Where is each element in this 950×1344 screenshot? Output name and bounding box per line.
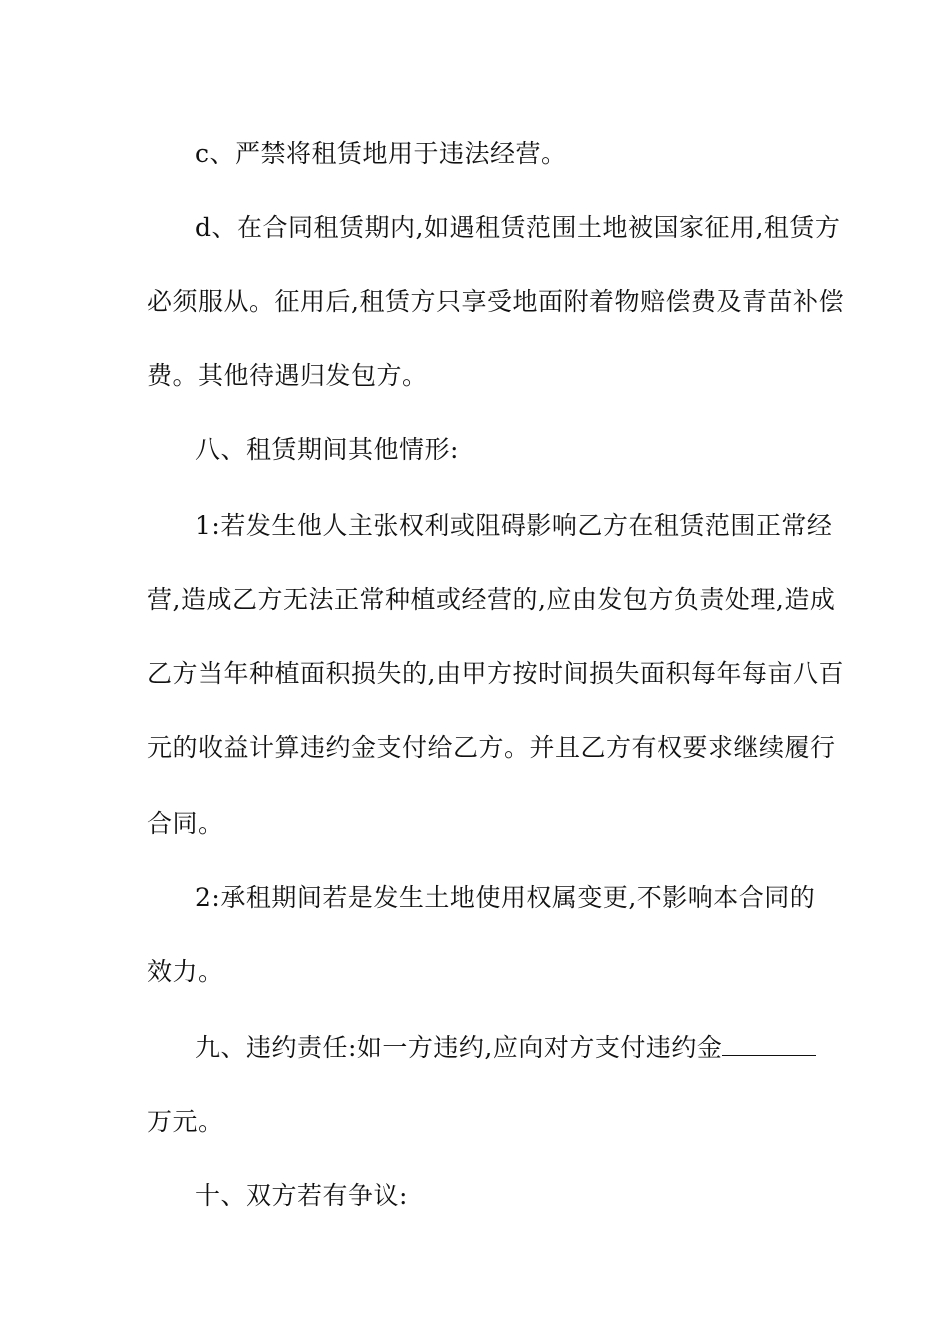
clause-d-line-1: d、在合同租赁期内,如遇租赁范围土地被国家征用,租赁方 [195, 213, 841, 242]
section-9-line-2: 万元。 [147, 1107, 224, 1136]
section-9-line-1 [195, 1030, 807, 1066]
item-1-line-2: 营,造成乙方无法正常种植或经营的,应由发包方负责处理,造成 [147, 585, 836, 614]
clause-c: c、严禁将租赁地用于违法经营。 [195, 139, 567, 168]
section-9-text: 九、违约责任:如一方违约,应向对方支付违约金 [195, 1033, 723, 1062]
item-2-line-1: 2:承租期间若是发生土地使用权属变更,不影响本合同的 [195, 883, 816, 912]
item-1-line-3: 乙方当年种植面积损失的,由甲方按时间损失面积每年每亩八百 [147, 659, 844, 688]
section-10-heading: 十、双方若有争议: [195, 1181, 408, 1210]
clause-d-line-2: 必须服从。征用后,租赁方只享受地面附着物赔偿费及青苗补偿 [147, 287, 844, 316]
item-1-line-5: 合同。 [147, 809, 224, 838]
section-8-heading: 八、租赁期间其他情形: [195, 435, 459, 464]
item-1-line-4: 元的收益计算违约金支付给乙方。并且乙方有权要求继续履行 [147, 733, 836, 762]
penalty-amount-blank [722, 1031, 816, 1056]
item-2-line-2: 效力。 [147, 957, 224, 986]
item-1-line-1: 1:若发生他人主张权利或阻碍影响乙方在租赁范围正常经 [195, 511, 833, 540]
clause-d-line-3: 费。其他待遇归发包方。 [147, 361, 428, 390]
